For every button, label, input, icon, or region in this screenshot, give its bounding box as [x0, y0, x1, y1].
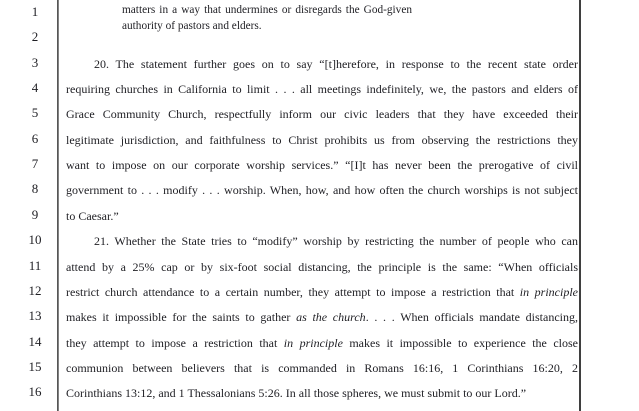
left-margin-rule	[57, 0, 59, 411]
text-segment: restrict church attendance to a certain number, they attempt to impose a restriction that	[66, 284, 520, 299]
text-segment: as the church	[296, 310, 366, 325]
line-number-10: 10	[28, 232, 42, 248]
line-number-3: 3	[31, 54, 39, 70]
document-line-6	[66, 131, 578, 149]
block-quote-line-2: authority of pastors and elders.	[122, 20, 262, 32]
document-line-9	[66, 207, 578, 225]
text-segment: requiring churches in California to limit . . . all meetings indefinitely, we, the pastors and elders of	[66, 82, 578, 97]
document-line-4	[66, 80, 578, 98]
document-line-8	[66, 181, 578, 199]
document-line-11	[66, 258, 578, 276]
line-number-11: 11	[28, 257, 42, 273]
right-margin-rule	[579, 0, 581, 411]
text-segment: in principle	[283, 335, 343, 350]
text-segment: attend by a 25% cap or by six-foot social distancing, the principle is the same: “When officials	[66, 259, 578, 274]
document-line-10	[66, 232, 578, 250]
text-segment: 20. The statement further goes on to say “[t]herefore, in response to the recent state order	[94, 56, 578, 71]
text-segment: communion between believers that is commanded in Romans 16:16, 1 Corinthians 16:20, 2	[66, 360, 578, 375]
text-segment: government to . . . modify . . . worship. When, how, and how often the church worships is not subject	[66, 183, 578, 198]
text-segment: legitimate jurisdiction, and faithfulness to Christ prohibits us from observing the restrictions they	[66, 132, 578, 147]
document-line-14	[66, 334, 578, 352]
line-number-15: 15	[28, 358, 42, 374]
line-number-12: 12	[28, 282, 42, 298]
text-segment: want to impose on our corporate worship services.” “[I]t has never been the prerogative of civil	[66, 158, 578, 173]
document-line-16	[66, 384, 578, 402]
block-quote-line-1: matters in a way that undermines or disregards the God-given	[122, 4, 412, 16]
document-line-7	[66, 156, 578, 174]
document-line-3	[66, 55, 578, 73]
line-number-13: 13	[28, 308, 42, 324]
text-segment: makes it impossible for the saints to gather	[66, 310, 297, 325]
line-number-16: 16	[28, 384, 42, 400]
line-number-2: 2	[31, 29, 39, 45]
text-segment: Corinthians 13:12, and 1 Thessalonians 5:26. In all those spheres, we must submit to our Lord.”	[66, 386, 527, 401]
text-segment: in principle	[519, 284, 578, 299]
line-number-6: 6	[31, 130, 39, 146]
text-segment: to Caesar.”	[66, 208, 119, 223]
text-segment: 21. Whether the State tries to “modify” worship by restricting the number of people who can	[94, 234, 578, 249]
line-number-9: 9	[31, 206, 39, 222]
document-line-13	[66, 308, 578, 326]
document-line-15	[66, 359, 578, 377]
document-line-5	[66, 105, 578, 123]
text-segment: they attempt to impose a restriction that	[66, 335, 284, 350]
text-segment: makes it impossible to experience the close	[342, 335, 578, 350]
text-segment: Grace Community Church, respectfully inform our civic leaders that they have exceeded their	[66, 107, 578, 122]
line-number-4: 4	[31, 80, 39, 96]
line-number-5: 5	[31, 105, 39, 121]
line-number-14: 14	[28, 333, 42, 349]
line-number-8: 8	[31, 181, 39, 197]
line-number-7: 7	[31, 156, 39, 172]
text-segment: . . . . When officials mandate distancing,	[365, 310, 578, 325]
line-number-1: 1	[31, 4, 39, 19]
document-line-12	[66, 283, 578, 301]
